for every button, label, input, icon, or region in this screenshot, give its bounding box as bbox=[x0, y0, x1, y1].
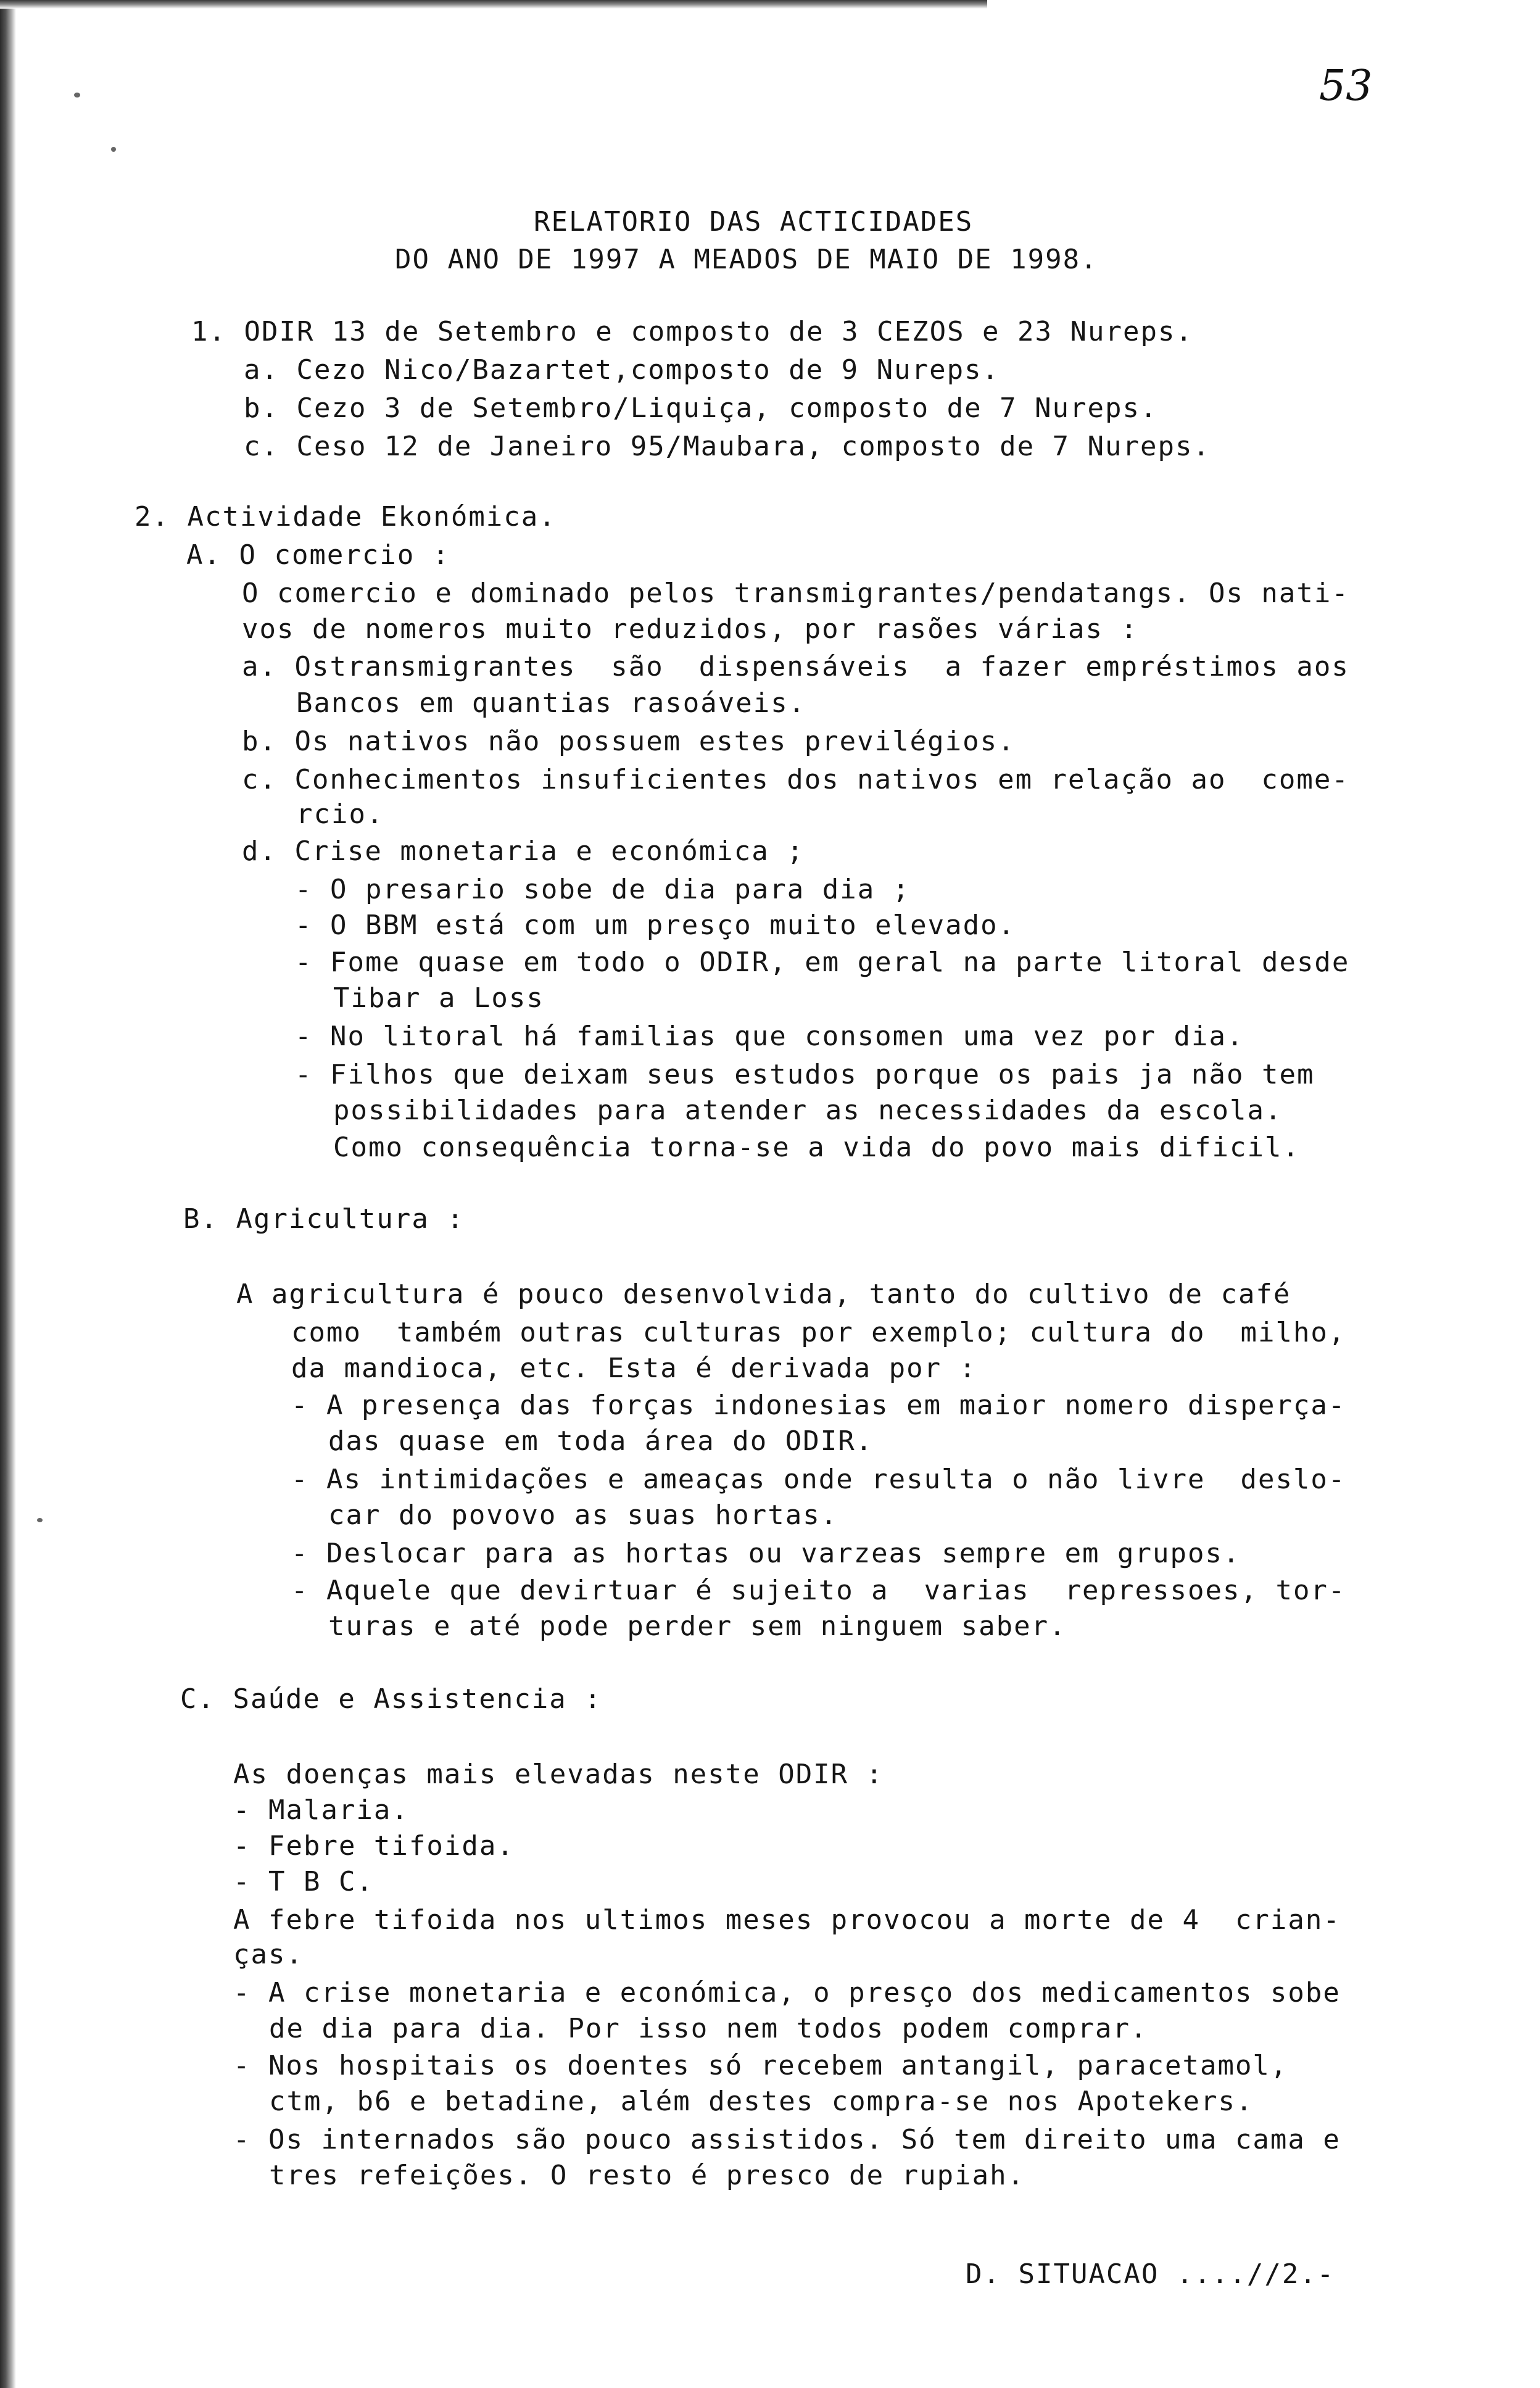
crise-bullet-2: - O BBM está com um presço muito elevado. bbox=[295, 910, 1016, 941]
doenca-malaria: - Malaria. bbox=[233, 1794, 409, 1826]
agricultura-bullet-1-line-2: das quase em toda área do ODIR. bbox=[328, 1425, 874, 1457]
crise-bullet-5-line-1: - Filhos que deixam seus estudos porque os pais ja não tem bbox=[295, 1059, 1315, 1090]
comercio-intro-line-1: O comercio e dominado pelos transmigrantes/pendatangs. Os nati- bbox=[242, 578, 1349, 609]
saude-bullet-2-line-2: ctm, b6 e betadine, além destes compra-se nos Apotekers. bbox=[269, 2086, 1254, 2117]
crise-bullet-4: - No litoral há familias que consomen uma vez por dia. bbox=[295, 1021, 1244, 1052]
doenca-tbc: - T B C. bbox=[233, 1866, 374, 1897]
agricultura-bullet-1-line-1: - A presença das forças indonesias em maior nomero disperça- bbox=[291, 1390, 1346, 1421]
saude-bullet-1-line-1: - A crise monetaria e económica, o presço dos medicamentos sobe bbox=[233, 1977, 1341, 2009]
crise-bullet-3-line-1: - Fome quase em todo o ODIR, em geral na parte litoral desde bbox=[295, 947, 1350, 978]
subsection-a-heading: A. O comercio : bbox=[186, 539, 450, 571]
page-number: 53 bbox=[1319, 62, 1373, 110]
document-title: RELATORIO DAS ACTICIDADES bbox=[534, 206, 974, 238]
doenca-febre-tifoida: - Febre tifoida. bbox=[233, 1830, 515, 1862]
crise-bullet-1: - O presario sobe de dia para dia ; bbox=[295, 874, 911, 905]
comercio-item-c-line-1: c. Conhecimentos insuficientes dos nativos em relação ao come- bbox=[242, 764, 1349, 795]
section-2-heading: 2. Actividade Ekonómica. bbox=[135, 501, 557, 533]
saude-bullet-3-line-1: - Os internados são pouco assistidos. Só tem direito uma cama e bbox=[233, 2124, 1341, 2155]
agricultura-bullet-2-line-1: - As intimidações e ameaças onde resulta o não livre deslo- bbox=[291, 1464, 1346, 1495]
continuation-footer: D. SITUACAO ....//2.- bbox=[966, 2258, 1335, 2290]
section-1-item-b: b. Cezo 3 de Setembro/Liquiça, composto de 7 Nureps. bbox=[244, 392, 1158, 424]
agricultura-paragraph-line-2: como também outras culturas por exemplo; cultura do milho, bbox=[291, 1317, 1346, 1348]
comercio-item-c-line-2: rcio. bbox=[296, 798, 384, 830]
saude-bullet-3-line-2: tres refeições. O resto é presco de rupiah. bbox=[269, 2160, 1025, 2191]
comercio-item-d: d. Crise monetaria e económica ; bbox=[242, 835, 805, 867]
subsection-b-heading: B. Agricultura : bbox=[183, 1203, 465, 1235]
section-1-item-a: a. Cezo Nico/Bazartet,composto de 9 Nureps. bbox=[244, 354, 1000, 386]
comercio-item-b: b. Os nativos não possuem estes previlégios. bbox=[242, 726, 1016, 757]
scan-speck bbox=[74, 93, 80, 97]
comercio-intro-line-2: vos de nomeros muito reduzidos, por rasões várias : bbox=[242, 613, 1139, 645]
section-1-heading: 1. ODIR 13 de Setembro e composto de 3 CEZOS e 23 Nureps. bbox=[191, 316, 1193, 347]
agricultura-bullet-4-line-1: - Aquele que devirtuar é sujeito a varias repressoes, tor- bbox=[291, 1575, 1346, 1606]
saude-bullet-2-line-1: - Nos hospitais os doentes só recebem antangil, paracetamol, bbox=[233, 2050, 1288, 2081]
agricultura-bullet-2-line-2: car do povovo as suas hortas. bbox=[328, 1499, 838, 1531]
saude-paragraph-line-2: ças. bbox=[233, 1939, 304, 1970]
agricultura-paragraph-line-3: da mandioca, etc. Esta é derivada por : bbox=[291, 1353, 977, 1384]
saude-paragraph-line-1: A febre tifoida nos ultimos meses provocou a morte de 4 crian- bbox=[233, 1904, 1341, 1936]
saude-intro: As doenças mais elevadas neste ODIR : bbox=[233, 1759, 884, 1790]
saude-bullet-1-line-2: de dia para dia. Por isso nem todos podem comprar. bbox=[269, 2013, 1148, 2044]
crise-bullet-5-line-3: Como consequência torna-se a vida do povo mais dificil. bbox=[333, 1132, 1300, 1163]
section-1-item-c: c. Ceso 12 de Janeiro 95/Maubara, composto de 7 Nureps. bbox=[244, 431, 1211, 462]
subsection-c-heading: C. Saúde e Assistencia : bbox=[180, 1683, 602, 1715]
scan-speck bbox=[111, 147, 116, 152]
scan-left-edge bbox=[0, 0, 16, 2388]
document-subtitle: DO ANO DE 1997 A MEADOS DE MAIO DE 1998. bbox=[395, 244, 1098, 275]
crise-bullet-3-line-2: Tibar a Loss bbox=[333, 982, 544, 1014]
scan-speck bbox=[37, 1518, 43, 1522]
agricultura-bullet-4-line-2: turas e até pode perder sem ninguem saber. bbox=[328, 1611, 1067, 1642]
comercio-item-a-line-1: a. Ostransmigrantes são dispensáveis a fazer empréstimos aos bbox=[242, 651, 1349, 682]
comercio-item-a-line-2: Bancos em quantias rasoáveis. bbox=[296, 687, 806, 719]
agricultura-paragraph-line-1: A agricultura é pouco desenvolvida, tanto do cultivo de café bbox=[236, 1279, 1291, 1310]
agricultura-bullet-3: - Deslocar para as hortas ou varzeas sempre em grupos. bbox=[291, 1538, 1241, 1569]
scan-top-edge bbox=[0, 0, 987, 9]
crise-bullet-5-line-2: possibilidades para atender as necessidades da escola. bbox=[333, 1095, 1283, 1126]
